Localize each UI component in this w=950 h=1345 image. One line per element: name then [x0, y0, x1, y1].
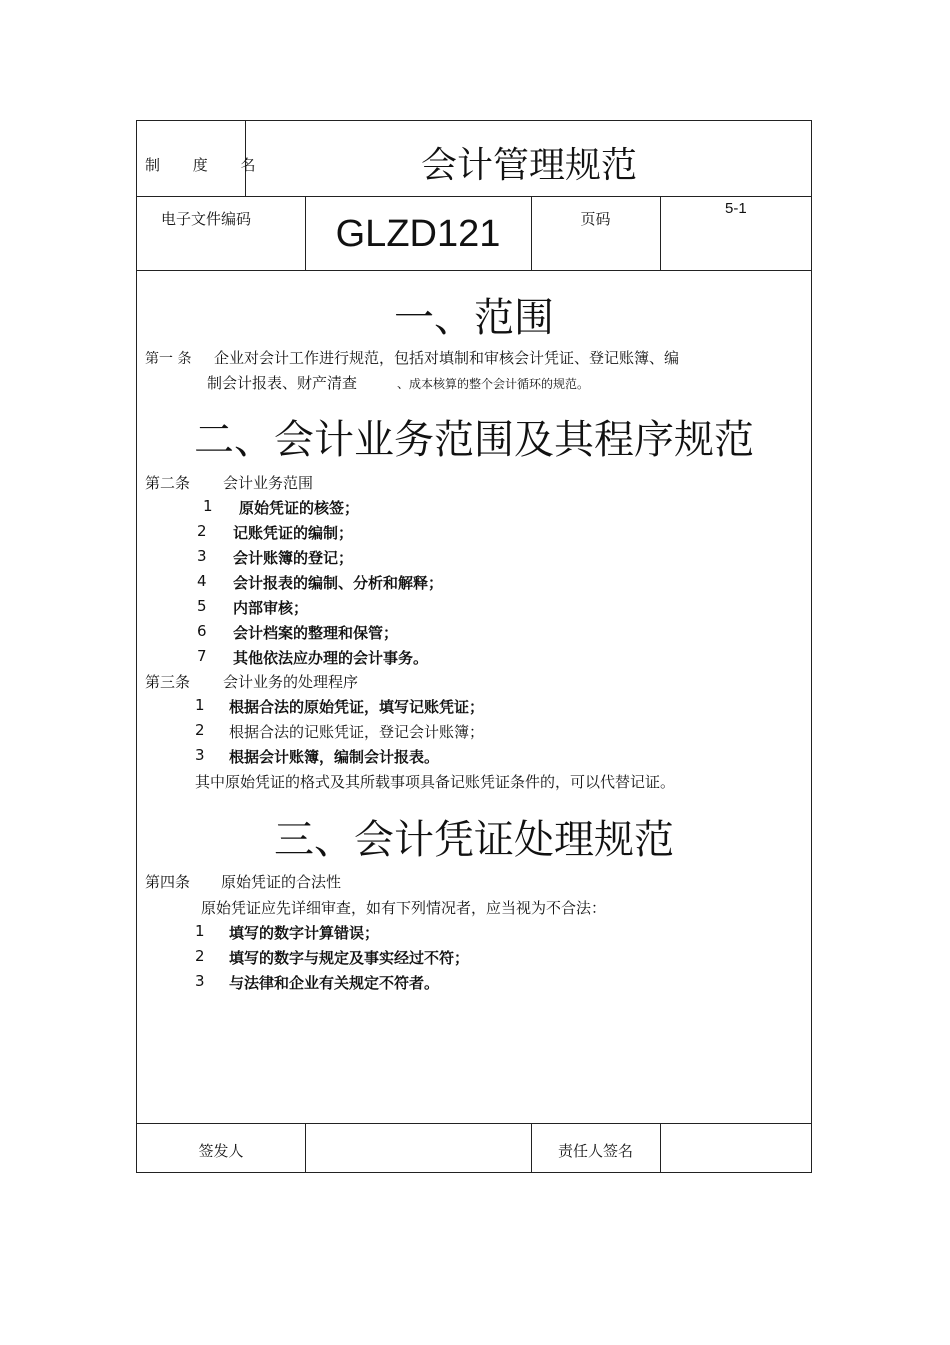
article-4-intro: 原始凭证应先详细审查，如有下列情况者，应当视为不合法： — [201, 899, 607, 917]
list-item: 根据合法的记账凭证，登记会计账簿； — [229, 723, 485, 741]
regulation-form — [136, 120, 812, 1173]
issuer-label: 签发人 — [198, 1142, 244, 1160]
list-number: 1 — [203, 497, 213, 515]
row-divider — [137, 196, 811, 197]
list-number: 1 — [195, 922, 205, 940]
article-2-label: 第二条 — [145, 474, 191, 492]
list-item: 记账凭证的编制； — [233, 524, 354, 542]
article-3-label: 第三条 — [145, 673, 191, 691]
responsible-signature-label: 责任人签名 — [557, 1142, 633, 1160]
page-label: 页码 — [580, 210, 611, 228]
list-number: 2 — [195, 947, 205, 965]
section-heading-business: 二、会计业务范围及其程序规范 — [194, 417, 754, 463]
list-number: 1 — [195, 696, 205, 714]
list-number: 3 — [195, 746, 205, 764]
list-item: 填写的数字计算错误； — [229, 924, 380, 942]
list-number: 2 — [197, 522, 207, 540]
article-1-text-small: 、成本核算的整个会计循环的规范。 — [397, 377, 590, 391]
list-item: 会计报表的编制、分析和解释； — [233, 574, 444, 592]
article-1-text-cont: 制会计报表、财产清查 — [207, 374, 358, 392]
list-item: 与法律和企业有关规定不符者。 — [229, 974, 440, 992]
row-divider — [137, 270, 811, 271]
issuer-field[interactable] — [306, 1140, 530, 1160]
regulation-title: 会计管理规范 — [420, 145, 637, 186]
list-item: 根据会计账簿，编制会计报表。 — [229, 748, 440, 766]
list-number: 6 — [197, 622, 207, 640]
list-item: 其他依法应办理的会计事务。 — [233, 649, 429, 667]
article-1-label: 第一 条 — [145, 351, 192, 367]
list-item: 根据合法的原始凭证，填写记账凭证； — [229, 698, 485, 716]
file-code-label: 电子文件编码 — [161, 210, 252, 228]
list-number: 4 — [197, 572, 207, 590]
article-2-title: 会计业务范围 — [223, 474, 314, 492]
article-1-text: 企业对会计工作进行规范，包括对填制和审核会计凭证、登记账簿、编 — [214, 349, 680, 367]
article-4-title: 原始凭证的合法性 — [221, 873, 342, 891]
article-4-label: 第四条 — [145, 873, 191, 891]
section-heading-vouchers: 三、会计凭证处理规范 — [274, 817, 674, 863]
list-number: 3 — [197, 547, 207, 565]
list-item: 会计档案的整理和保管； — [233, 624, 399, 642]
responsible-signature-field[interactable] — [661, 1140, 811, 1160]
list-number: 7 — [197, 647, 207, 665]
section-heading-scope: 一、范围 — [394, 295, 554, 341]
file-code-value: GLZD121 — [335, 213, 501, 255]
list-number: 3 — [195, 972, 205, 990]
article-3-title: 会计业务的处理程序 — [223, 673, 359, 691]
list-number: 2 — [195, 721, 205, 739]
list-item: 内部审核； — [233, 599, 309, 617]
list-item: 会计账簿的登记； — [233, 549, 354, 567]
article-3-note: 其中原始凭证的格式及其所载事项具备记账凭证条件的，可以代替记证。 — [195, 773, 676, 791]
list-number: 5 — [197, 597, 207, 615]
page-number: 5-1 — [725, 200, 747, 217]
list-item: 填写的数字与规定及事实经过不符； — [229, 949, 470, 967]
row-divider — [137, 1123, 811, 1124]
column-divider — [660, 196, 661, 270]
regulation-name-label: 制 度 名 — [145, 156, 270, 174]
list-item: 原始凭证的核签； — [239, 499, 360, 517]
